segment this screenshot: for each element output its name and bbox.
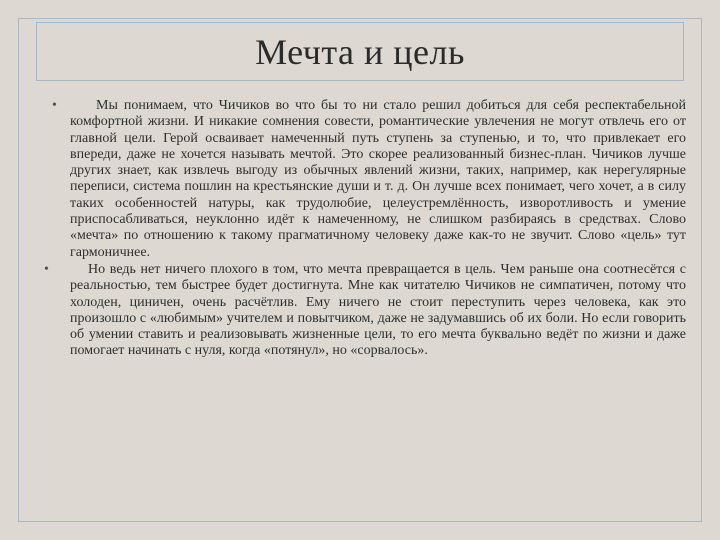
bullet-dot-icon: • — [52, 98, 57, 113]
bullet-dot-icon: • — [44, 261, 49, 277]
slide-title-box — [36, 22, 684, 81]
slide-title: Мечта и цель — [255, 31, 465, 72]
slide-content — [26, 98, 686, 360]
bullet-paragraph — [26, 262, 686, 360]
paragraph-text: Мы понимаем, что Чичиков во что бы то ни стало решил добиться для себя респектабельной комфортной жизни. И никакие сомнения совести, романтические увлечения не могут отвлечь его от главной цели. Герой осваивает намеченный путь ступень за ступенью, и то, что привлекает его впереди, даже не хочется называть мечтой. Это скорее реализованный бизнес-план. Чичиков лучше других знает, как извлечь выгоду из обычных явлений жизни, таких, например, как нерегулярные переписи, система пошлин на крестьянские души и т. д. Он лучше всех понимает, чего хочет, а в силу таких особенностей натуры, как трудолюбие, целеустремлённость, изворотливость и умение приспосабливаться, неуклонно идёт к намеченному, не слишком разбираясь в средствах. Слово «мечта» по отношению к такому прагматичному человеку даже как-то не звучит. Слово «цель» тут гармоничнее. — [70, 98, 686, 260]
bullet-paragraph — [26, 98, 686, 261]
paragraph-text: Но ведь нет ничего плохого в том, что мечта превращается в цель. Чем раньше она соотнесётся с реальностью, тем быстрее будет достигнута. Мне как читателю Чичиков не симпатичен, потому что холоден, циничен, очень расчётлив. Ему ничего не стоит переступить через человека, как это произошло с «любимым» учителем и повытчиком, даже не задумавшись об их боли. Но если говорить об умении ставить и реализовывать жизненные цели, то его мечта буквально ведёт по жизни и даже помогает начинать с нуля, когда «потянул», но «сорвалось». — [70, 261, 686, 359]
